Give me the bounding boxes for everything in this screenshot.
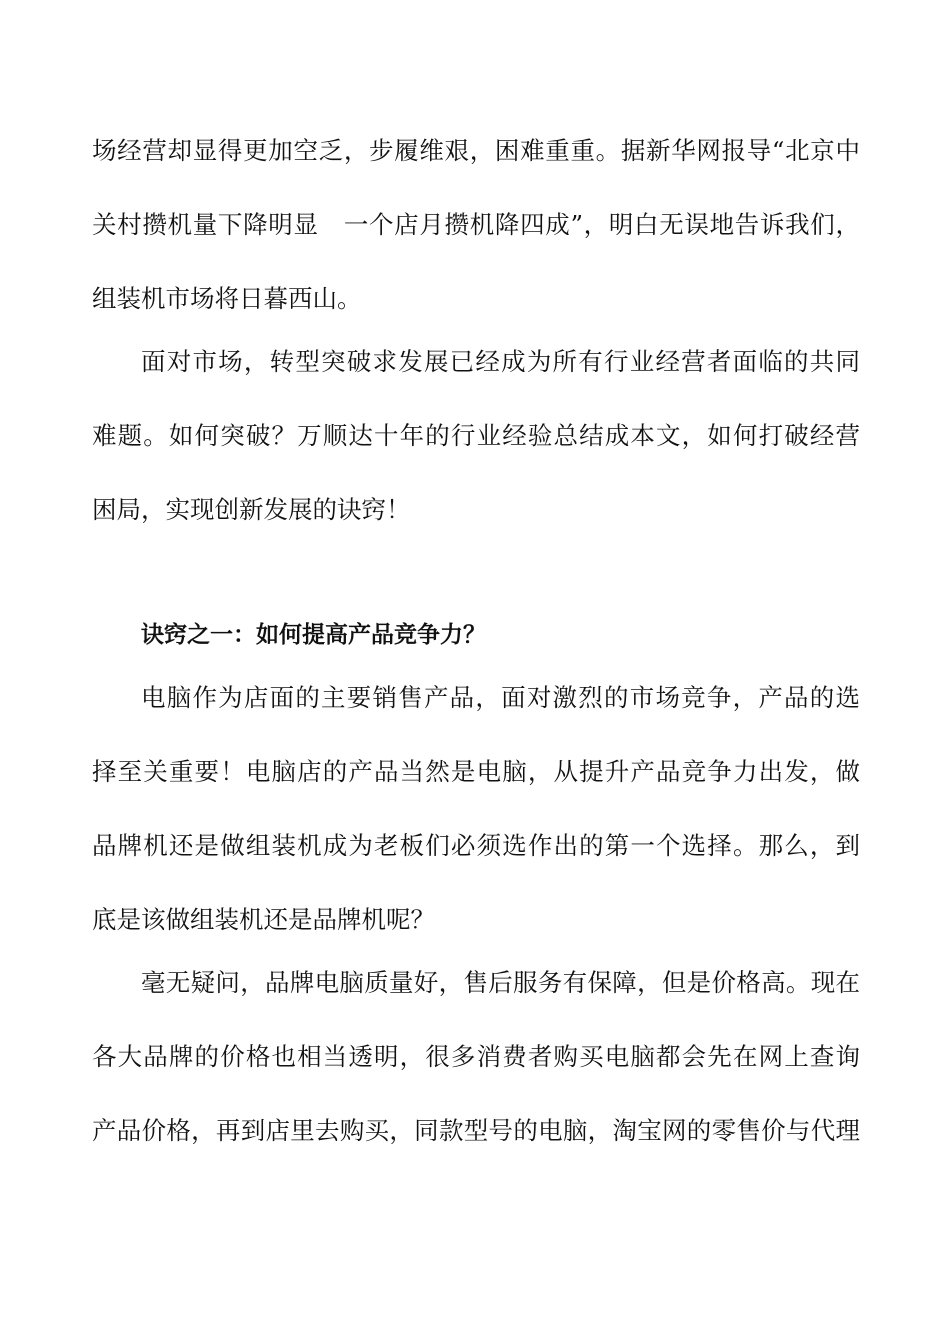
- paragraph-3-line-4: 底是该做组装机还是品牌机呢？: [92, 905, 435, 934]
- paragraph-3-line-2: 择至关重要！电脑店的产品当然是电脑，从提升产品竞争力出发，做: [92, 757, 860, 786]
- paragraph-1-line-2: 关村攒机量下降明显 一个店月攒机降四成”，明白无误地告诉我们，: [92, 210, 860, 239]
- paragraph-4-line-3: 产品价格，再到店里去购买，同款型号的电脑，淘宝网的零售价与代理: [92, 1116, 860, 1145]
- paragraph-4-line-2: 各大品牌的价格也相当透明，很多消费者购买电脑都会先在网上查询: [92, 1042, 860, 1071]
- paragraph-2-line-3: 困局，实现创新发展的诀窍！: [92, 495, 411, 524]
- paragraph-2-line-1: 面对市场，转型突破求发展已经成为所有行业经营者面临的共同: [141, 347, 860, 376]
- paragraph-2-line-2: 难题。如何突破？万顺达十年的行业经验总结成本文，如何打破经营: [92, 421, 860, 450]
- paragraph-4-line-1: 毫无疑问，品牌电脑质量好，售后服务有保障，但是价格高。现在: [141, 968, 860, 997]
- section-heading: 诀窍之一：如何提高产品竞争力？: [141, 622, 486, 648]
- paragraph-3-line-3: 品牌机还是做组装机成为老板们必须选作出的第一个选择。那么，到: [92, 831, 860, 860]
- paragraph-3-line-1: 电脑作为店面的主要销售产品，面对激烈的市场竞争，产品的选: [141, 683, 860, 712]
- paragraph-1-line-3: 组装机市场将日暮西山。: [92, 284, 362, 313]
- paragraph-1-line-1: 场经营却显得更加空乏，步履维艰，困难重重。据新华网报导“北京中: [92, 136, 860, 165]
